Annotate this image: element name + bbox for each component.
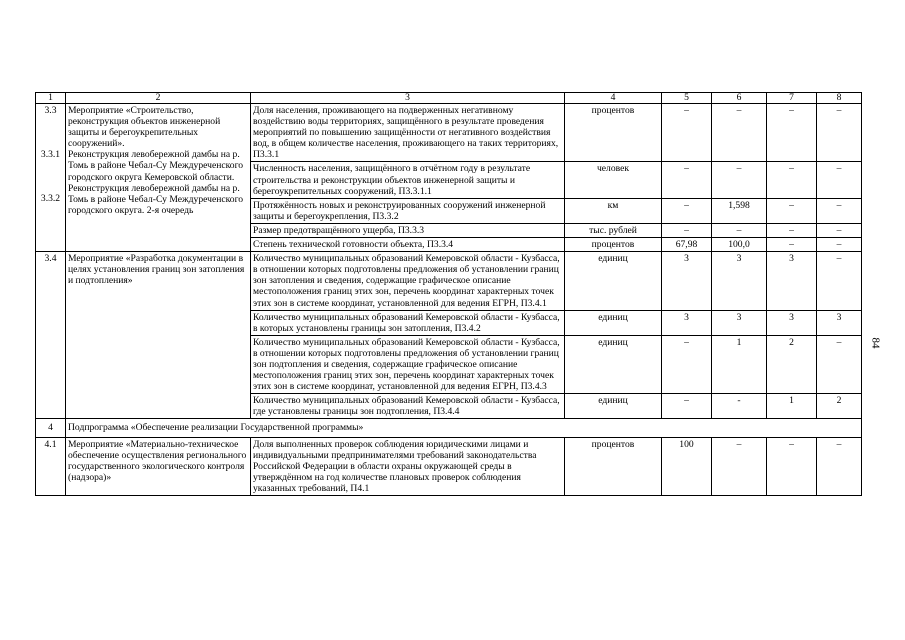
value-cell: – (712, 223, 767, 237)
value-cell: 3 (767, 252, 817, 310)
indicator-text: Размер предотвращённого ущерба, П3.3.3 (251, 223, 565, 237)
indicator-text: Количество муниципальных образований Кемеровской области - Кузбасса, в отношении которых подготовлены предложения об установлении границ зон подтопления и сведения, содержащие графическое описание местоположения границ этих зон, перечень координат характерных точек этих зон в системе координат, установленной для ведения ЕГРН, П3.4.3 (251, 335, 565, 393)
value-cell: – (767, 437, 817, 495)
value-cell: 67,98 (662, 238, 712, 252)
value-cell: – (662, 104, 712, 162)
value-cell: – (817, 437, 862, 495)
indicator-text: Количество муниципальных образований Кемеровской области - Кузбасса, в которых установлены границы зон затопления, П3.4.2 (251, 310, 565, 335)
value-cell: 100,0 (712, 238, 767, 252)
value-cell: – (662, 223, 712, 237)
row-number-cell (36, 104, 66, 252)
value-cell: – (767, 162, 817, 198)
header-cell: 5 (662, 93, 712, 104)
value-cell: 3 (767, 310, 817, 335)
value-cell: – (662, 162, 712, 198)
subprogram-title: Подпрограмма «Обеспечение реализации Государственной программы» (66, 419, 862, 437)
activity-text: Реконструкция левобережной дамбы на р. Томь в районе Чебал-Су Междуреченского городского округа. 2-я очередь (68, 182, 244, 216)
unit-cell: процентов (565, 437, 662, 495)
indicators-table (35, 92, 862, 496)
value-cell: – (817, 223, 862, 237)
value-cell: – (712, 437, 767, 495)
activity-text: Реконструкция левобережной дамбы на р. Томь в районе Чебал-Су Междуреченского городского округа Кемеровской области. (68, 149, 244, 183)
value-cell: – (767, 198, 817, 223)
value-cell: – (817, 238, 862, 252)
unit-cell: единиц (565, 335, 662, 393)
indicator-text: Степень технической готовности объекта, П3.3.4 (251, 238, 565, 252)
table-row (36, 419, 862, 437)
value-cell: – (767, 104, 817, 162)
page-number: 84 (869, 337, 882, 349)
value-cell: – (817, 162, 862, 198)
value-cell: 100 (662, 437, 712, 495)
row-number: 3.4 (36, 252, 66, 419)
value-cell: – (817, 198, 862, 223)
indicator-text: Численность населения, защищённого в отчётном году в результате строительства и реконструкции объектов инженерной защиты и берегоукрепительных сооружений, П3.3.1.1 (251, 162, 565, 198)
indicator-text: Доля выполненных проверок соблюдения юридическими лицами и индивидуальными предпринимателями требований законодательства Российской Федерации в области охраны окружающей среды в утверждённом на год количестве плановых проверок соблюдения указанных требований, П4.1 (251, 437, 565, 495)
row-number: 3.3.1 (40, 149, 61, 161)
activity-text: Мероприятие «Разработка документации в целях установления границ зон затопления и подтопления» (66, 252, 251, 419)
value-cell: 1 (767, 394, 817, 419)
value-cell: 3 (712, 252, 767, 310)
row-number: 4 (36, 419, 66, 437)
row-number: 3.3.2 (40, 193, 61, 205)
value-cell: – (817, 104, 862, 162)
unit-cell: тыс. рублей (565, 223, 662, 237)
header-cell: 8 (817, 93, 862, 104)
indicator-text: Количество муниципальных образований Кемеровской области - Кузбасса, где установлены границы зон подтопления, П3.4.4 (251, 394, 565, 419)
header-row (36, 93, 862, 104)
header-cell: 7 (767, 93, 817, 104)
table-row (36, 437, 862, 495)
value-cell: – (662, 394, 712, 419)
header-cell: 1 (36, 93, 66, 104)
value-cell: 2 (817, 394, 862, 419)
activity-text: Мероприятие «Строительство, реконструкция объектов инженерной защиты и берегоукрепительных сооружений». (68, 105, 221, 150)
value-cell: - (712, 394, 767, 419)
indicator-text: Доля населения, проживающего на подверженных негативному воздействию воды территориях, защищённого в результате проведения мероприятий по повышению защищённости от негативного воздействия вод, в общем количестве населения, проживающего на таких территориях, П3.3.1 (251, 104, 565, 162)
row-number: 4.1 (36, 437, 66, 495)
value-cell: – (712, 162, 767, 198)
indicator-text: Количество муниципальных образований Кемеровской области - Кузбасса, в отношении которых подготовлены предложения об установлении границ зон затопления и сведения, содержащие графическое описание местоположения границ этих зон, перечень координат характерных точек этих зон в системе координат, установленной для ведения ЕГРН, П3.4.1 (251, 252, 565, 310)
value-cell: 1 (712, 335, 767, 393)
value-cell: 3 (662, 310, 712, 335)
activity-text: Мероприятие «Материально-техническое обеспечение осуществления регионального государственного экологического контроля (надзора)» (66, 437, 251, 495)
unit-cell: единиц (565, 394, 662, 419)
header-cell: 2 (66, 93, 251, 104)
unit-cell: процентов (565, 104, 662, 162)
unit-cell: единиц (565, 252, 662, 310)
unit-cell: км (565, 198, 662, 223)
unit-cell: единиц (565, 310, 662, 335)
unit-cell: человек (565, 162, 662, 198)
value-cell: – (712, 104, 767, 162)
value-cell: 1,598 (712, 198, 767, 223)
value-cell: – (767, 223, 817, 237)
table-row (36, 104, 862, 162)
value-cell: 3 (662, 252, 712, 310)
value-cell: – (817, 252, 862, 310)
header-cell: 4 (565, 93, 662, 104)
header-cell: 3 (251, 93, 565, 104)
header-cell: 6 (712, 93, 767, 104)
row-number: 3.3 (44, 105, 57, 116)
activity-cell (66, 104, 251, 252)
value-cell: 3 (817, 310, 862, 335)
value-cell: – (817, 335, 862, 393)
value-cell: – (662, 335, 712, 393)
value-cell: – (767, 238, 817, 252)
indicator-text: Протяжённость новых и реконструированных сооружений инженерной защиты и берегоукрепления, П3.3.2 (251, 198, 565, 223)
table-row (36, 252, 862, 310)
value-cell: – (662, 198, 712, 223)
value-cell: 3 (712, 310, 767, 335)
unit-cell: процентов (565, 238, 662, 252)
value-cell: 2 (767, 335, 817, 393)
